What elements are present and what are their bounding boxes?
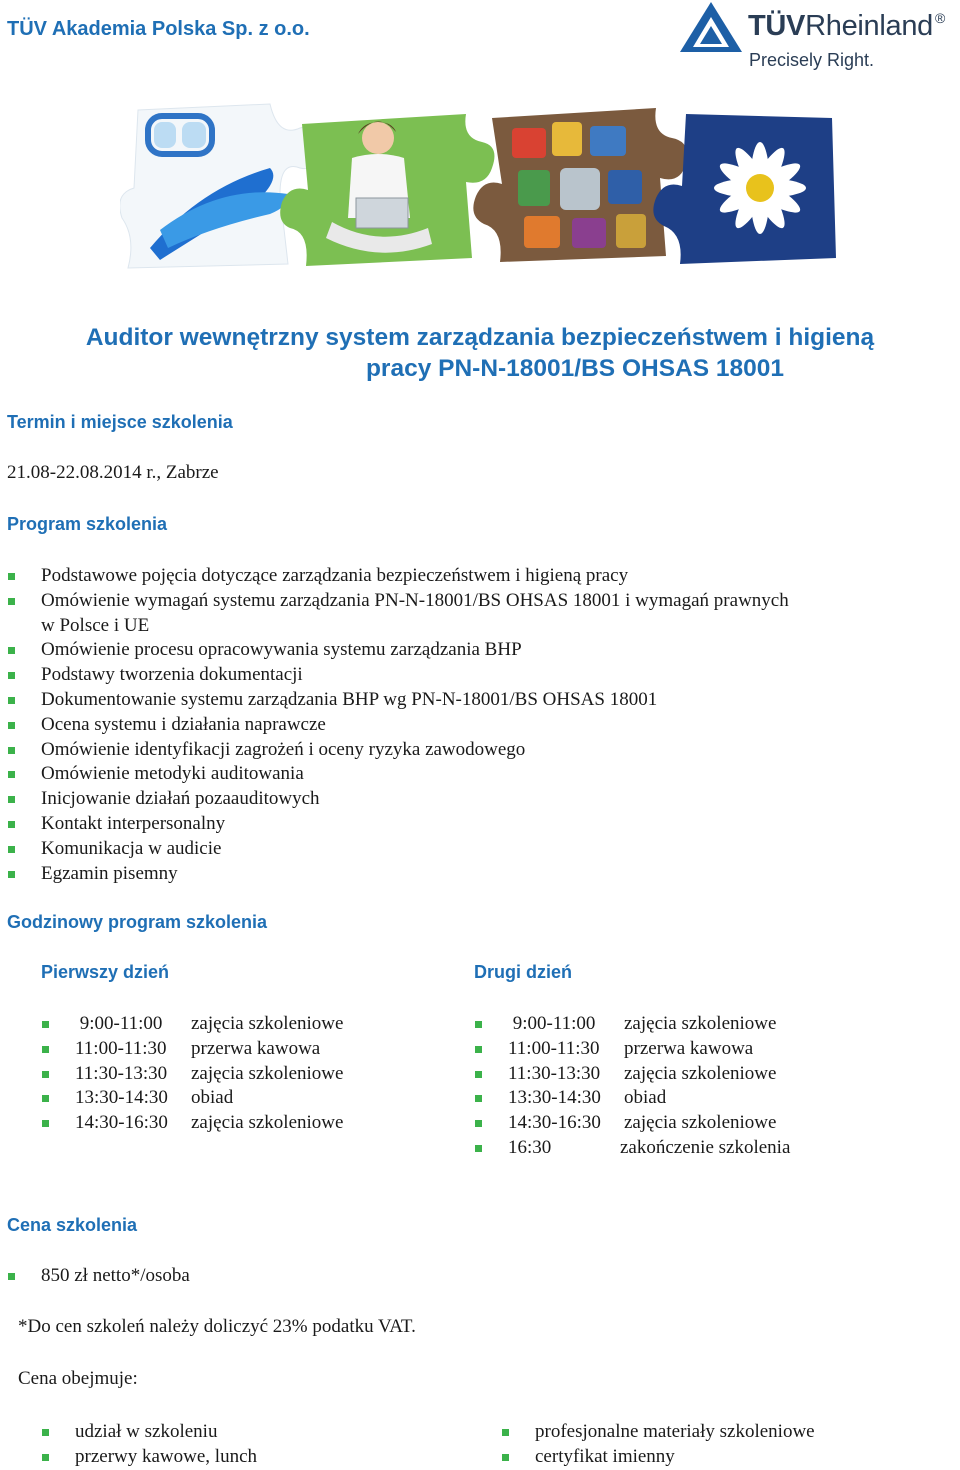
list-item: w Polsce i UE xyxy=(41,614,150,636)
list-item: Omówienie identyfikacji zagrożeń i oceny ryzyka zawodowego xyxy=(7,738,927,763)
woman-laptop-image xyxy=(280,114,494,266)
table-row: 11:30-13:30 zajęcia szkoleniowe xyxy=(474,1062,934,1087)
termin-value: 21.08-22.08.2014 r., Zabrze xyxy=(7,462,219,483)
table-row: 9:00-11:00 zajęcia szkoleniowe xyxy=(474,1012,934,1037)
padlocks-image xyxy=(473,108,687,262)
table-row: 11:00-11:30 przerwa kawowa xyxy=(474,1037,934,1062)
list-item: certyfikat imienny xyxy=(501,1445,941,1470)
price-list xyxy=(7,1264,607,1289)
diving-gear-image xyxy=(120,104,316,268)
course-title xyxy=(0,322,960,384)
list-item: Dokumentowanie systemu zarządzania BHP wg PN-N-18001/BS OHSAS 18001 xyxy=(7,688,927,713)
course-title-line2: pracy PN-N-18001/BS OHSAS 18001 xyxy=(365,355,785,382)
tuv-rheinland-logo xyxy=(678,0,960,76)
list-item: profesjonalne materiały szkoleniowe xyxy=(501,1420,941,1445)
day2-schedule-list xyxy=(474,1012,934,1161)
vat-note: *Do cen szkoleń należy doliczyć 23% podatku VAT. xyxy=(18,1316,416,1337)
includes-right-list xyxy=(501,1420,941,1470)
day1-heading: Pierwszy dzień xyxy=(41,962,170,982)
list-item: Inicjowanie działań pozaauditowych xyxy=(7,787,927,812)
table-row: 11:30-13:30 zajęcia szkoleniowe xyxy=(41,1062,461,1087)
list-item: udział w szkoleniu xyxy=(41,1420,461,1445)
day1-schedule-list xyxy=(41,1012,461,1136)
includes-label: Cena obejmuje: xyxy=(18,1368,138,1389)
puzzle-photo-banner xyxy=(120,98,840,270)
table-row: 13:30-14:30 obiad xyxy=(41,1086,461,1111)
daisy-flower-image xyxy=(653,114,836,264)
list-item: Omówienie wymagań systemu zarządzania PN-N-18001/BS OHSAS 18001 i wymagań prawnych xyxy=(7,589,927,614)
termin-heading: Termin i miejsce szkolenia xyxy=(7,412,233,432)
logo-tagline: Precisely Right. xyxy=(749,50,875,70)
table-row: 14:30-16:30 zajęcia szkoleniowe xyxy=(474,1111,934,1136)
logo-triangle-icon xyxy=(678,0,744,56)
schedule-heading: Godzinowy program szkolenia xyxy=(7,912,268,932)
logo-brand: TÜVRheinland ® xyxy=(748,10,946,42)
company-name: TÜV Akademia Polska Sp. z o.o. xyxy=(7,18,310,40)
price-heading: Cena szkolenia xyxy=(7,1215,138,1235)
list-item: Omówienie metodyki auditowania xyxy=(7,762,927,787)
table-row: 14:30-16:30 zajęcia szkoleniowe xyxy=(41,1111,461,1136)
list-item: Podstawowe pojęcia dotyczące zarządzania bezpieczeństwem i higieną pracy xyxy=(7,564,927,589)
day2-heading: Drugi dzień xyxy=(474,962,572,982)
table-row: 16:30 zakończenie szkolenia xyxy=(474,1136,934,1161)
program-list xyxy=(7,564,927,886)
course-title-line1: Auditor wewnętrzny system zarządzania bezpieczeństwem i higieną xyxy=(85,324,875,351)
list-item: Podstawy tworzenia dokumentacji xyxy=(7,663,927,688)
list-item: Komunikacja w audicie xyxy=(7,837,927,862)
includes-left-list xyxy=(41,1420,461,1470)
list-item: Ocena systemu i działania naprawcze xyxy=(7,713,927,738)
table-row: 11:00-11:30 przerwa kawowa xyxy=(41,1037,461,1062)
table-row: 13:30-14:30 obiad xyxy=(474,1086,934,1111)
list-item: Omówienie procesu opracowywania systemu zarządzania BHP xyxy=(7,638,927,663)
list-item: przerwy kawowe, lunch xyxy=(41,1445,461,1470)
list-item: Egzamin pisemny xyxy=(7,862,927,887)
program-heading: Program szkolenia xyxy=(7,514,168,534)
table-row: 9:00-11:00 zajęcia szkoleniowe xyxy=(41,1012,461,1037)
list-item: Kontakt interpersonalny xyxy=(7,812,927,837)
price-amount: 850 zł netto*/osoba xyxy=(7,1264,607,1289)
